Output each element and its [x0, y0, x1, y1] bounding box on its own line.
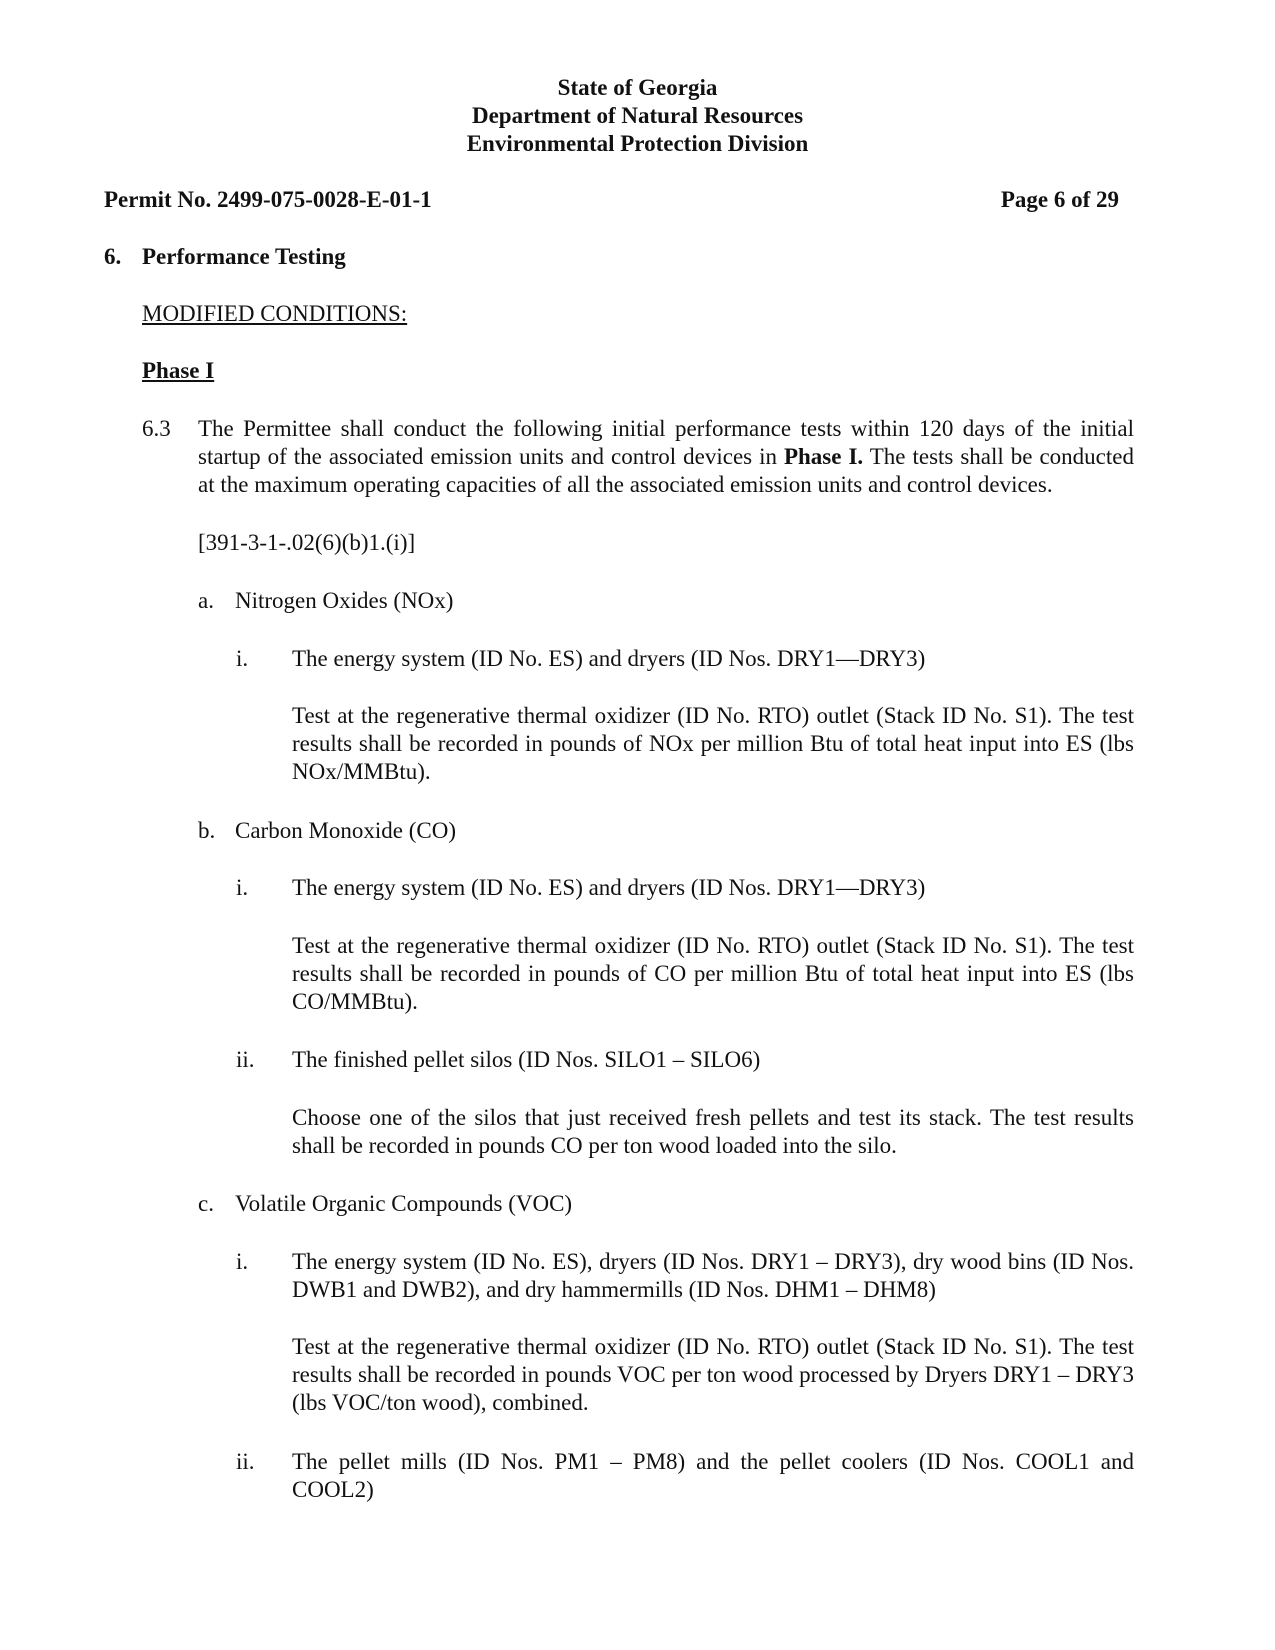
item-b-i-label: i. [236, 875, 249, 900]
header-division: Environmental Protection Division [466, 131, 809, 156]
item-c-i-label: i. [236, 1249, 249, 1274]
item-c-ii-title: The pellet mills (ID Nos. PM1 – PM8) and the pellet coolers (ID Nos. COOL1 and COOL2) [292, 1449, 1134, 1502]
page-number: Page 6 of 29 [1000, 187, 1119, 212]
item-c-i-text: Test at the regenerative thermal oxidizer (ID No. RTO) outlet (Stack ID No. S1). The test results shall be recorded in pounds VOC per ton wood processed by Dryers DRY1 – DRY3 (lbs VOC/ton wood), combined. [292, 1334, 1134, 1415]
header-department: Department of Natural Resources [471, 103, 804, 128]
section-title: Performance Testing [142, 244, 346, 269]
phase-heading: Phase I [142, 358, 215, 383]
condition-text-part1: The Permittee shall conduct the following initial performance tests within 120 days of the initial startup of the associated emission units and control devices in [198, 416, 1134, 469]
item-a-title: Nitrogen Oxides (NOx) [235, 588, 454, 613]
item-b-i-title: The energy system (ID No. ES) and dryers (ID Nos. DRY1—DRY3) [292, 875, 926, 900]
item-c-title: Volatile Organic Compounds (VOC) [235, 1191, 573, 1216]
section-number: 6. [104, 244, 122, 269]
item-a-i-title: The energy system (ID No. ES) and dryers (ID Nos. DRY1—DRY3) [292, 646, 926, 671]
item-b-i-text: Test at the regenerative thermal oxidizer (ID No. RTO) outlet (Stack ID No. S1). The test results shall be recorded in pounds of CO per million Btu of total heat input into ES (lbs CO/MMBtu). [292, 933, 1134, 1014]
modified-conditions-label: MODIFIED CONDITIONS: [142, 301, 408, 326]
condition-text-part2: The tests shall be conducted at the maximum operating capacities of all the associated emission units and control devices. [198, 444, 1134, 497]
item-a-i-label: i. [236, 646, 249, 671]
item-b-ii-label: ii. [236, 1047, 255, 1072]
item-b-ii-text: Choose one of the silos that just received fresh pellets and test its stack. The test results shall be recorded in pounds CO per ton wood loaded into the silo. [292, 1105, 1134, 1158]
item-c-i-title: The energy system (ID No. ES), dryers (ID Nos. DRY1 – DRY3), dry wood bins (ID Nos. DWB1 and DWB2), and dry hammermills (ID Nos. DHM1 – DHM8) [292, 1249, 1134, 1302]
item-b-title: Carbon Monoxide (CO) [235, 818, 457, 843]
item-c-ii-label: ii. [236, 1449, 255, 1474]
condition-text [198, 415, 1134, 499]
condition-citation: [391-3-1-.02(6)(b)1.(i)] [198, 530, 416, 555]
item-a-label: a. [198, 588, 214, 613]
item-b-label: b. [198, 818, 216, 843]
permit-number: Permit No. 2499-075-0028-E-01-1 [104, 187, 432, 212]
item-b-ii-title: The finished pellet silos (ID Nos. SILO1 – SILO6) [292, 1047, 761, 1072]
condition-number: 6.3 [142, 416, 171, 441]
header-state: State of Georgia [557, 75, 718, 100]
item-c-label: c. [198, 1191, 214, 1216]
condition-phase-bold: Phase I. [783, 444, 864, 469]
item-a-i-text: Test at the regenerative thermal oxidizer (ID No. RTO) outlet (Stack ID No. S1). The test results shall be recorded in pounds of NOx per million Btu of total heat input into ES (lbs NOx/MMBtu). [292, 703, 1134, 784]
